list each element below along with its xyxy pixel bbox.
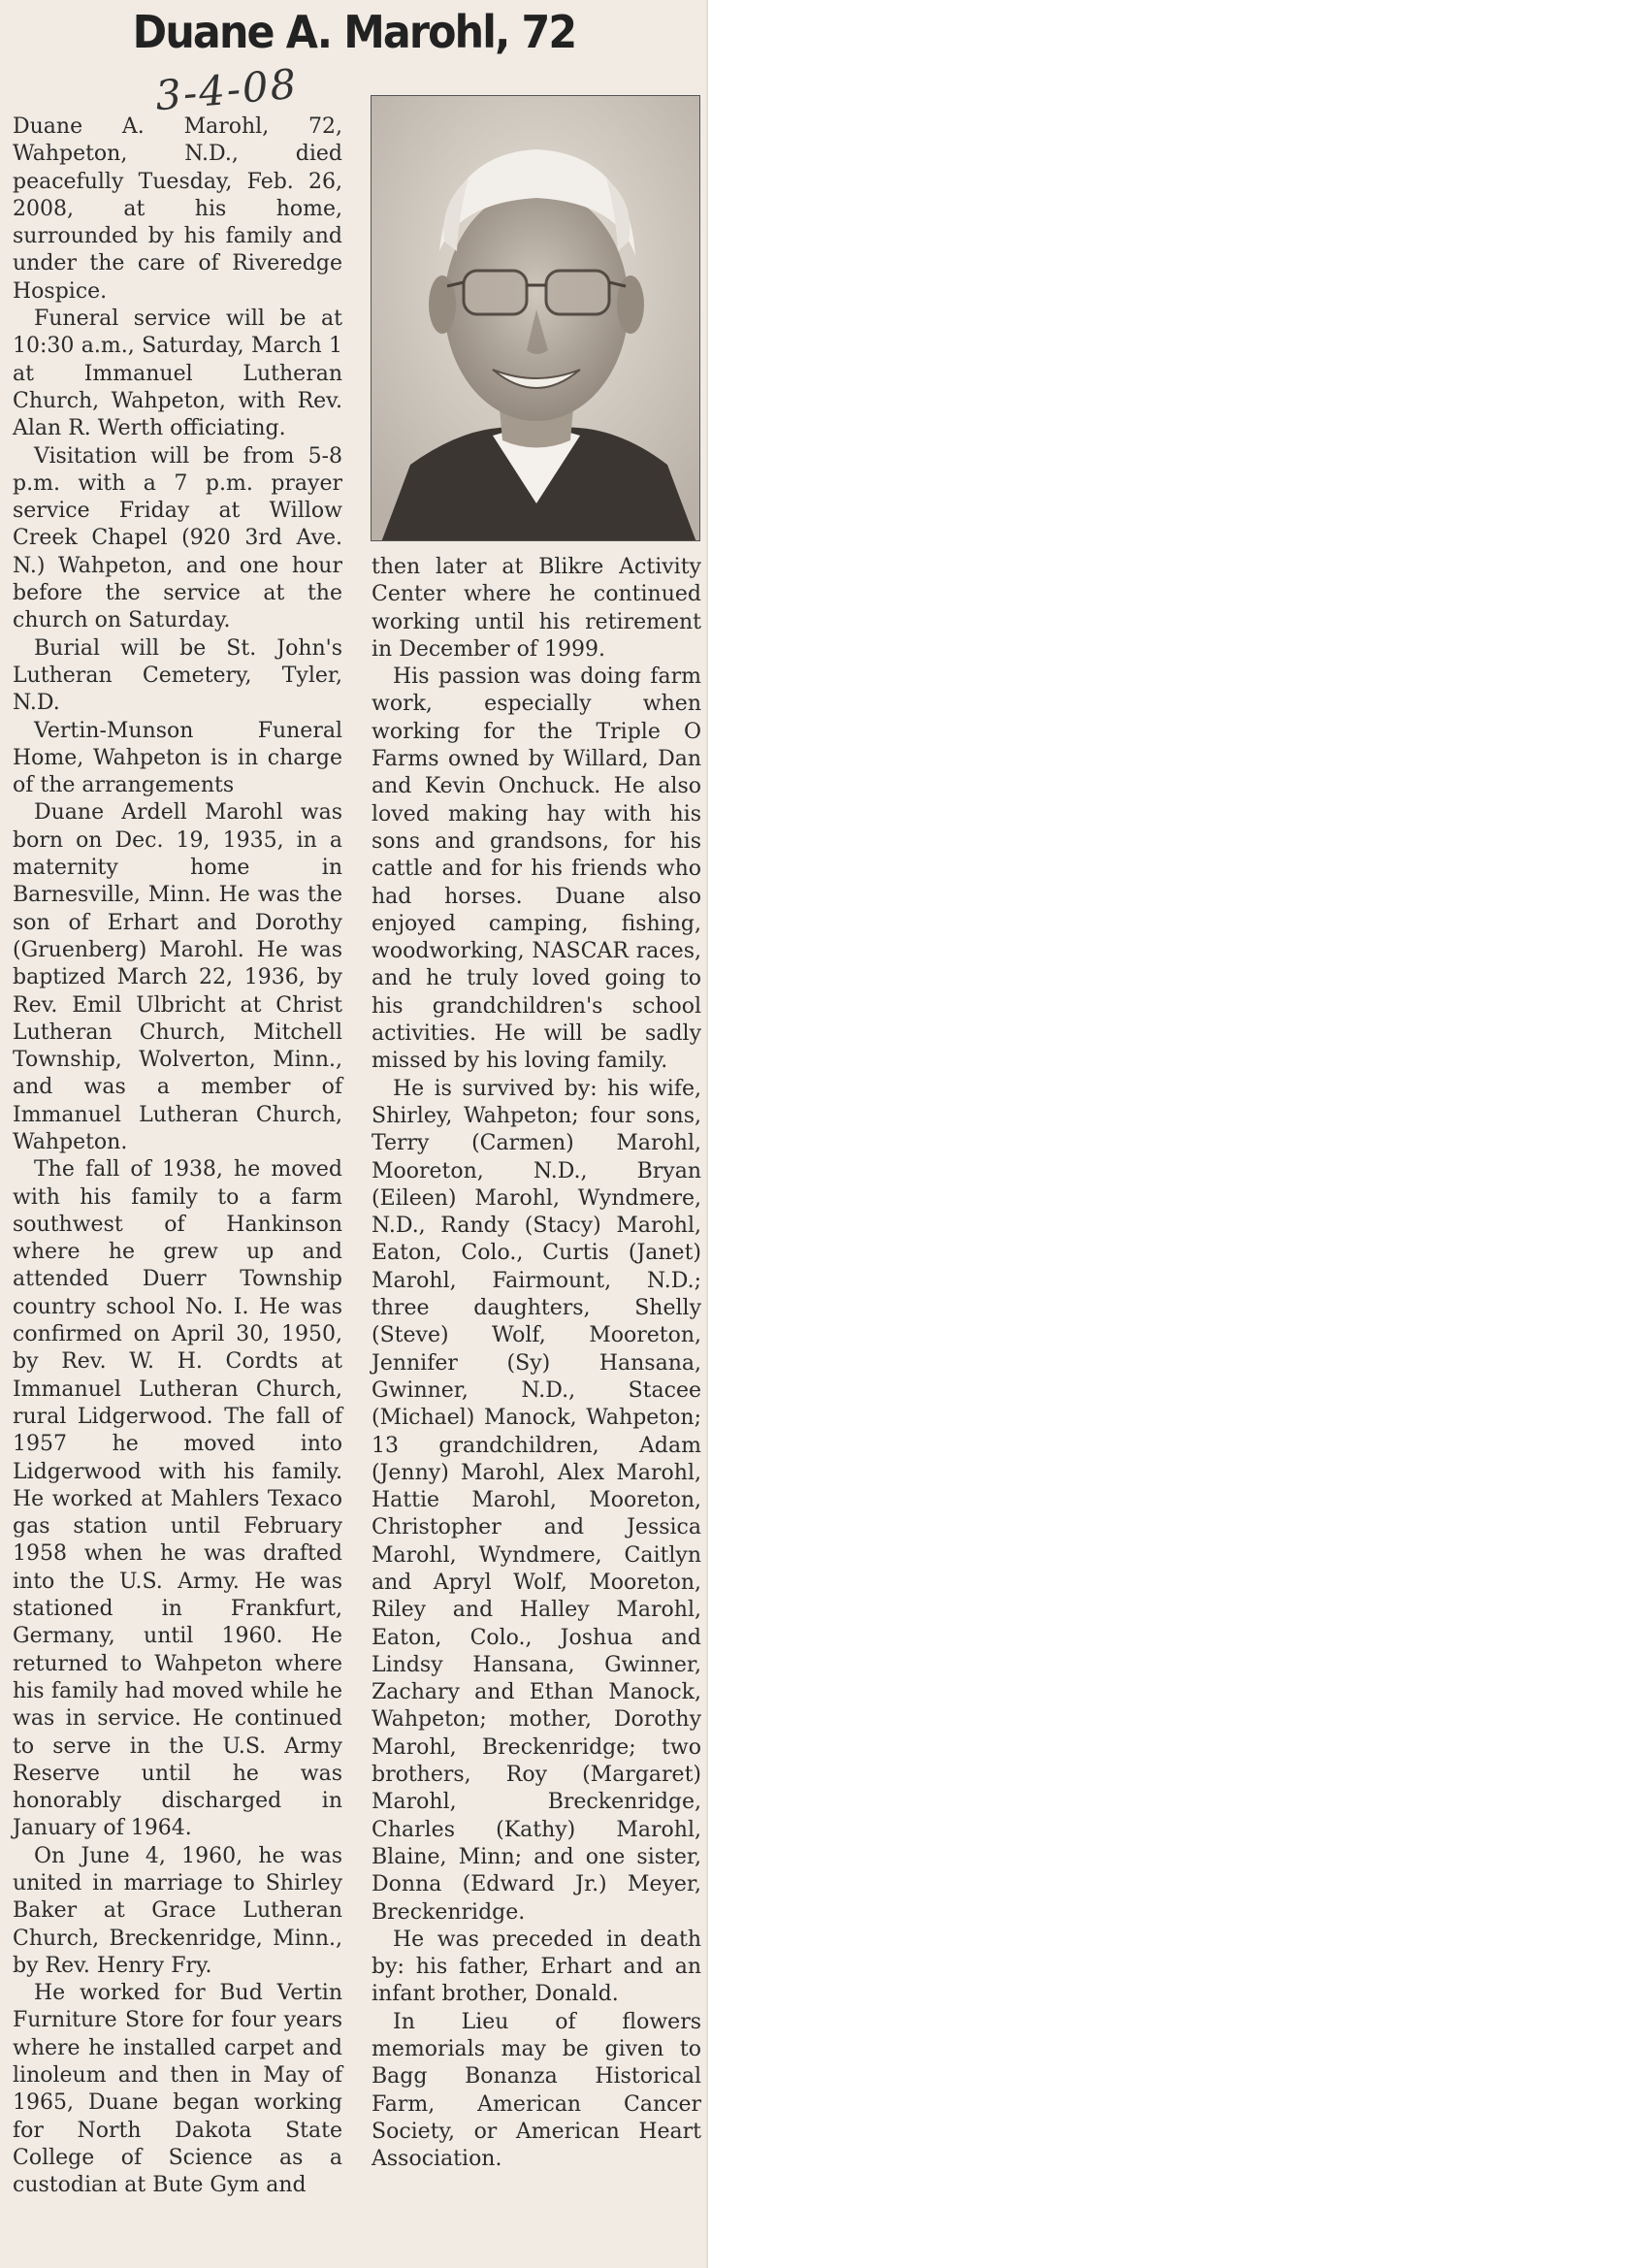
newspaper-clipping (0, 0, 708, 2268)
obituary-paragraph: Duane A. Marohl, 72, Wahpeton, N.D., died peacefully Tuesday, Feb. 26, 2008, at his home, surrounded by his family and under the care of Riveredge Hospice. (13, 114, 342, 304)
obituary-paragraph: Funeral service will be at 10:30 a.m., Saturday, March 1 at Immanuel Lutheran Church, Wahpeton, with Rev. Alan R. Werth officiating. (13, 307, 342, 441)
obituary-paragraph: Burial will be St. John's Lutheran Cemetery, Tyler, N.D. (13, 635, 342, 716)
obituary-paragraph: He is survived by: his wife, Shirley, Wahpeton; four sons, Terry (Carmen) Marohl, Mooreton, N.D., Bryan (Eileen) Marohl, Wyndmere, N.D., Randy (Stacy) Marohl, Eaton, Colo., Curtis (Janet) Marohl, Fairmount, N.D.; three daughters, Shelly (Steve) Wolf, Mooreton, Jennifer (Sy) Hansana, Gwinner, N.D., Stacee (Michael) Manock, Wahpeton; 13 grandchildren, Adam (Jenny) Marohl, Alex Marohl, Hattie Marohl, Mooreton, Christopher and Jessica Marohl, Wyndmere, Caitlyn and Apryl Wolf, Mooreton, Riley and Halley Marohl, Eaton, Colo., Joshua and Lindsy Hansana, Gwinner, Zachary and Ethan Manock, Wahpeton; mother, Dorothy Marohl, Breckenridge; two brothers, Roy (Margaret) Marohl, Breckenridge, Charles (Kathy) Marohl, Blaine, Minn; and one sister, Donna (Edward Jr.) Meyer, Breckenridge. (372, 1076, 701, 1925)
obituary-paragraph: The fall of 1938, he moved with his family to a farm southwest of Hankinson where he grew up and attended Duerr Township country school No. I. He was confirmed on April 30, 1950, by Rev. W. H. Cordts at Immanuel Lutheran Church, rural Lidgerwood. The fall of 1957 he moved into Lidgerwood with his family. He worked at Mahlers Texaco gas station until February 1958 when he was drafted into the U.S. Army. He was stationed in Frankfurt, Germany, until 1960. He returned to Wahpeton where his family had moved while he was in service. He continued to serve in the U.S. Army Reserve until he was honorably discharged in January of 1964. (13, 1157, 342, 1841)
headline: Duane A. Marohl, 72 (132, 6, 576, 58)
obituary-paragraph: He worked for Bud Vertin Furniture Store for four years where he installed carpet and linoleum and then in May of 1965, Duane began working for North Dakota State College of Science as a custodian at Bute Gym and (13, 1981, 342, 2198)
portrait-photo-icon (372, 96, 700, 541)
handwritten-date: 3-4-08 (153, 59, 301, 120)
text-column-left (13, 113, 342, 2200)
obituary-paragraph: Vertin-Munson Funeral Home, Wahpeton is in charge of the arrangements (13, 718, 342, 798)
obituary-paragraph: Visitation will be from 5-8 p.m. with a 7 p.m. prayer service Friday at Willow Creek Chapel (920 3rd Ave. N.) Wahpeton, and one hour before the service at the church on Saturday. (13, 443, 342, 633)
obituary-paragraph: In Lieu of flowers memorials may be given to Bagg Bonanza Historical Farm, American Cancer Society, or American Heart Association. (372, 2009, 701, 2172)
obituary-paragraph: He was preceded in death by: his father, Erhart and an infant brother, Donald. (372, 1927, 701, 2007)
portrait-photo (371, 95, 700, 541)
obituary-paragraph: His passion was doing farm work, especially when working for the Triple O Farms owned by Willard, Dan and Kevin Onchuck. He also loved making hay with his sons and grandsons, for his cattle and for his friends who had horses. Duane also enjoyed camping, fishing, woodworking, NASCAR races, and he truly loved going to his grandchildren's school activities. He will be sadly missed by his loving family. (372, 664, 701, 1074)
obituary-paragraph: On June 4, 1960, he was united in marriage to Shirley Baker at Grace Lutheran Church, Breckenridge, Minn., by Rev. Henry Fry. (13, 1843, 342, 1978)
obituary-paragraph: Duane Ardell Marohl was born on Dec. 19, 1935, in a maternity home in Barnesville, Minn. He was the son of Erhart and Dorothy (Gruenberg) Marohl. He was baptized March 22, 1936, by Rev. Emil Ulbricht at Christ Lutheran Church, Mitchell Township, Wolverton, Minn., and was a member of Immanuel Lutheran Church, Wahpeton. (13, 800, 342, 1154)
text-column-right (372, 554, 701, 2174)
obituary-paragraph: then later at Blikre Activity Center where he continued working until his retirement in December of 1999. (372, 555, 701, 662)
